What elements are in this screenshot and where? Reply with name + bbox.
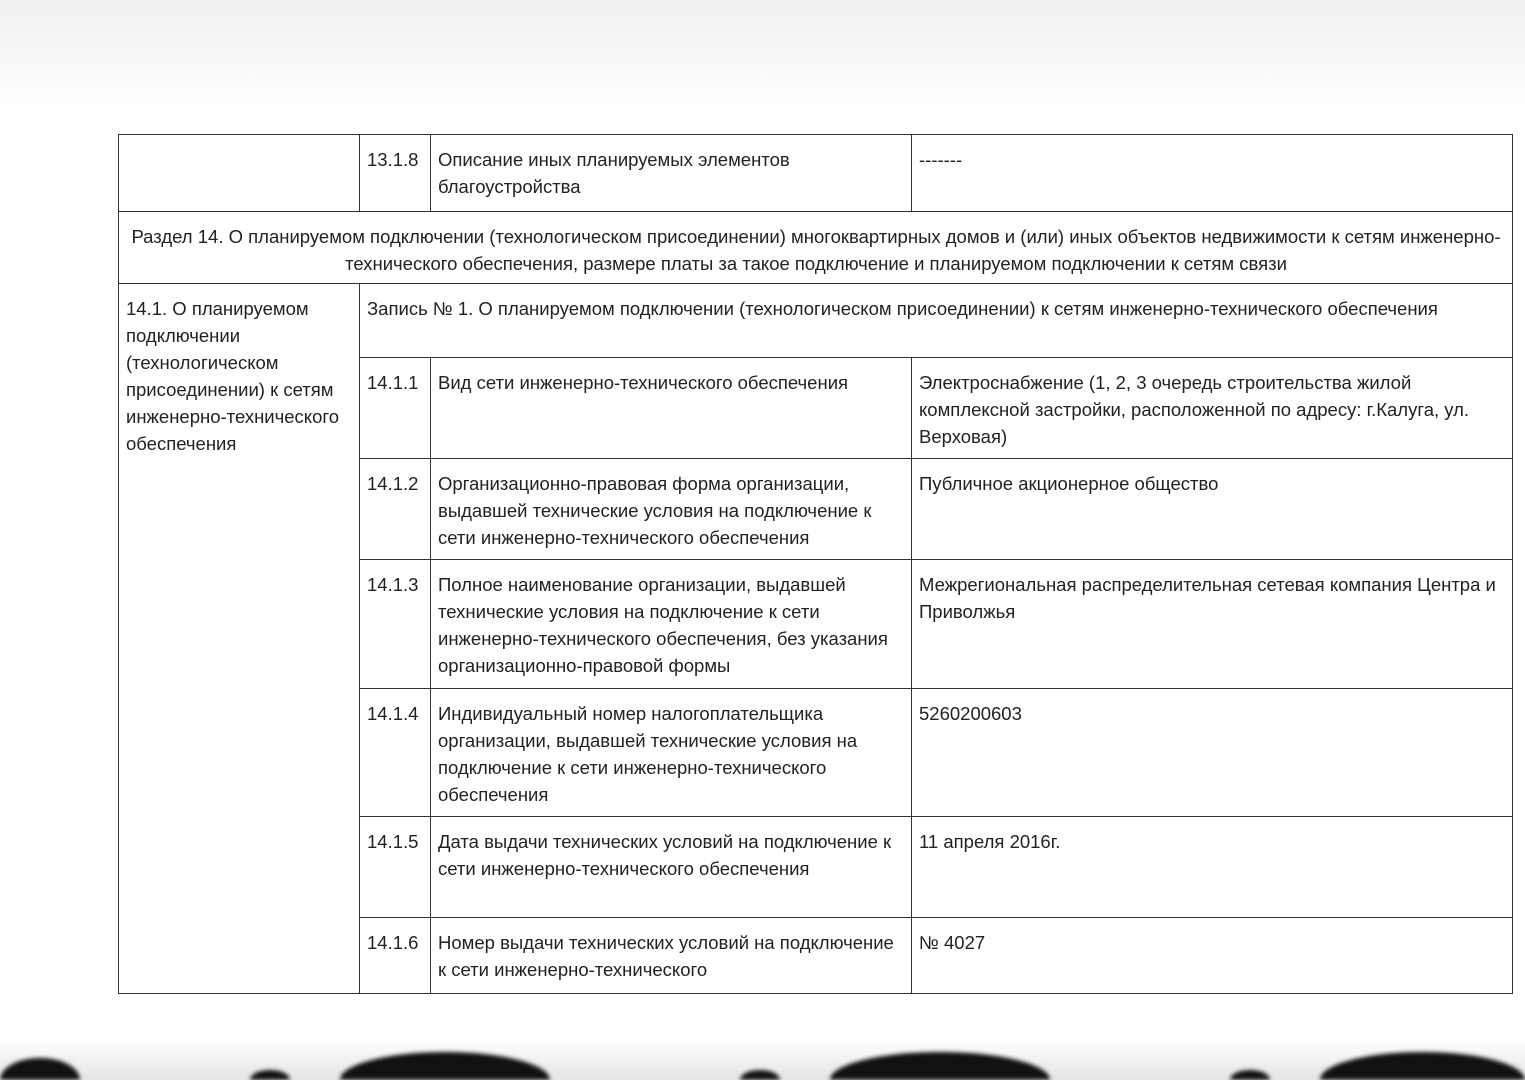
table-row xyxy=(119,284,1513,358)
row-value: 11 апреля 2016г. xyxy=(912,817,1513,918)
row-code: 14.1.3 xyxy=(360,560,431,689)
row-value: Межрегиональная распределительная сетевая компания Центра и Приволжья xyxy=(912,560,1513,689)
row-code: 13.1.8 xyxy=(360,135,431,212)
row-code: 14.1.5 xyxy=(360,817,431,918)
row-code: 14.1.2 xyxy=(360,459,431,560)
row-label: Описание иных планируемых элементов благоустройства xyxy=(431,135,912,212)
row-label: Полное наименование организации, выдавшей технические условия на подключение к сети инженерно-технического обеспечения, без указания организационно-правовой формы xyxy=(431,560,912,689)
row-label: Организационно-правовая форма организации, выдавшей технические условия на подключение к сети инженерно-технического обеспечения xyxy=(431,459,912,560)
row-value: 5260200603 xyxy=(912,689,1513,817)
row-code: 14.1.6 xyxy=(360,918,431,994)
row-label: Дата выдачи технических условий на подключение к сети инженерно-технического обеспечения xyxy=(431,817,912,918)
section-heading: Раздел 14. О планируемом подключении (технологическом присоединении) многоквартирных домов и (или) иных объектов недвижимости к сетям инженерно-технического обеспечения, размере платы за такое подключение и планируемом подключении к сетям связи xyxy=(119,212,1513,284)
row-value: Электроснабжение (1, 2, 3 очередь строительства жилой комплексной застройки, расположенной по адресу: г.Калуга, ул. Верховая) xyxy=(912,358,1513,459)
scan-shadow-top xyxy=(0,0,1525,110)
table-row xyxy=(119,135,1513,212)
disclosure-table xyxy=(118,134,1513,994)
row-label: Индивидуальный номер налогоплательщика организации, выдавшей технические условия на подключение к сети инженерно-технического обеспечения xyxy=(431,689,912,817)
row-label: Вид сети инженерно-технического обеспечения xyxy=(431,358,912,459)
row-value: Публичное акционерное общество xyxy=(912,459,1513,560)
empty-cell xyxy=(119,135,360,212)
section-heading-row xyxy=(119,212,1513,284)
row-code: 14.1.1 xyxy=(360,358,431,459)
group-label: 14.1. О планируемом подключении (технологическом присоединении) к сетям инженерно-технического обеспечения xyxy=(119,284,360,994)
row-value: ------- xyxy=(912,135,1513,212)
row-value: № 4027 xyxy=(912,918,1513,994)
row-label: Номер выдачи технических условий на подключение к сети инженерно-технического xyxy=(431,918,912,994)
row-code: 14.1.4 xyxy=(360,689,431,817)
record-title: Запись № 1. О планируемом подключении (технологическом присоединении) к сетям инженерно-технического обеспечения xyxy=(360,284,1513,358)
